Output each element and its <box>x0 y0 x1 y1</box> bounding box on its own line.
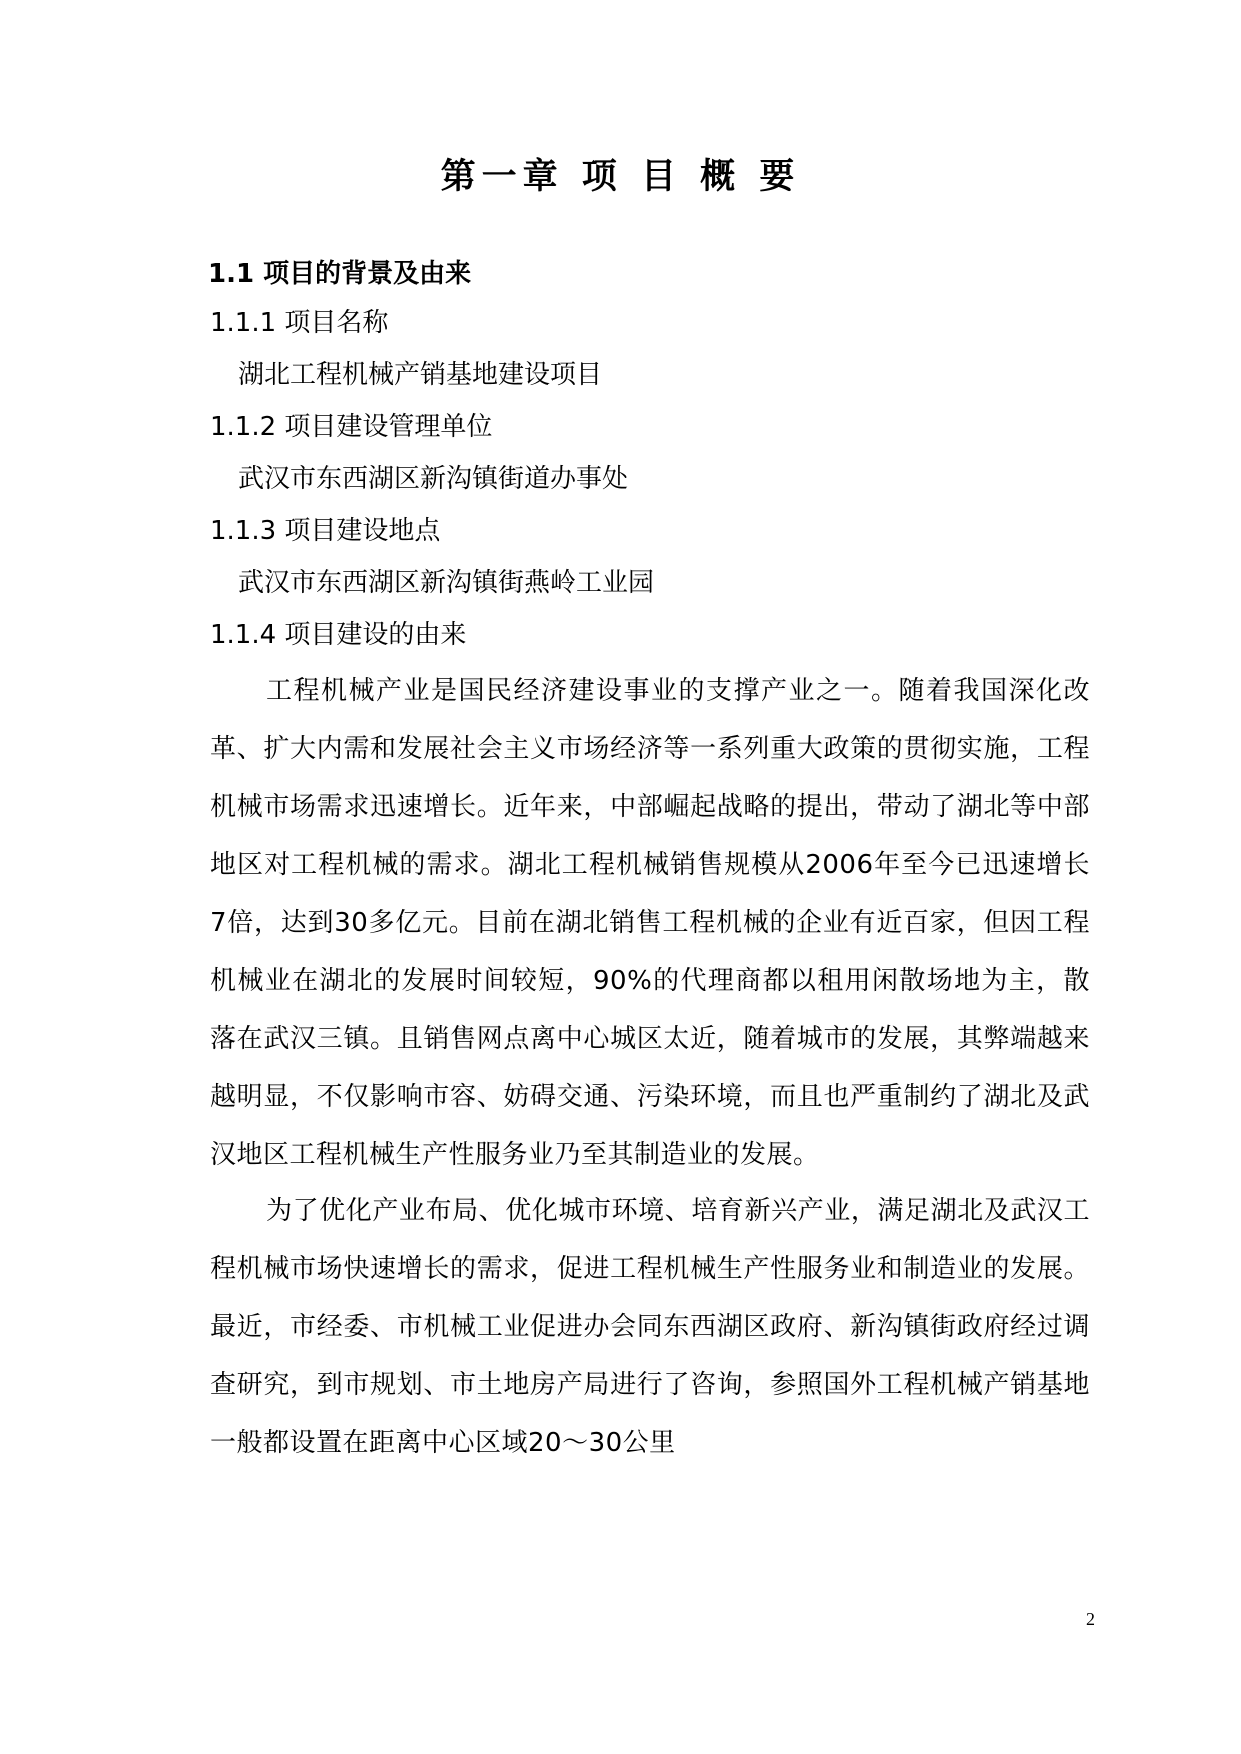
subheading-location: 1.1.3 项目建设地点 <box>210 516 441 546</box>
content-project-name: 湖北工程机械产销基地建设项目 <box>238 360 603 390</box>
page-number: 2 <box>1086 1609 1095 1629</box>
subheading-project-name: 1.1.1 项目名称 <box>210 308 389 338</box>
paragraph-origin-2: 为了优化产业布局、优化城市环境、培育新兴产业，满足湖北及武汉工程机械市场快速增长的需求，促进工程机械生产性服务业和制造业的发展。最近，市经委、市机械工业促进办会同东西湖区政府、新沟镇街政府经过调查研究，到市规划、市土地房产局进行了咨询，参照国外工程机械产销基地一般都设置在距离中心区域20～30公里 <box>210 1196 1090 1458</box>
subheading-management-unit: 1.1.2 项目建设管理单位 <box>210 412 493 442</box>
paragraph-origin-1: 工程机械产业是国民经济建设事业的支撑产业之一。随着我国深化改革、扩大内需和发展社会主义市场经济等一系列重大政策的贯彻实施，工程机械市场需求迅速增长。近年来，中部崛起战略的提出，带动了湖北等中部地区对工程机械的需求。湖北工程机械销售规模从2006年至今已迅速增长7倍，达到30多亿元。目前在湖北销售工程机械的企业有近百家，但因工程机械业在湖北的发展时间较短，90%的代理商都以租用闲散场地为主，散落在武汉三镇。且销售网点离中心城区太近，随着城市的发展，其弊端越来越明显，不仅影响市容、妨碍交通、污染环境，而且也严重制约了湖北及武汉地区工程机械生产性服务业乃至其制造业的发展。 <box>210 676 1090 1170</box>
subheading-origin: 1.1.4 项目建设的由来 <box>210 620 467 650</box>
chapter-title: 第一章 项 目 概 要 <box>440 157 801 197</box>
content-management-unit: 武汉市东西湖区新沟镇街道办事处 <box>238 464 629 494</box>
section-heading: 1.1 项目的背景及由来 <box>208 259 472 289</box>
content-location: 武汉市东西湖区新沟镇街燕岭工业园 <box>238 568 655 598</box>
